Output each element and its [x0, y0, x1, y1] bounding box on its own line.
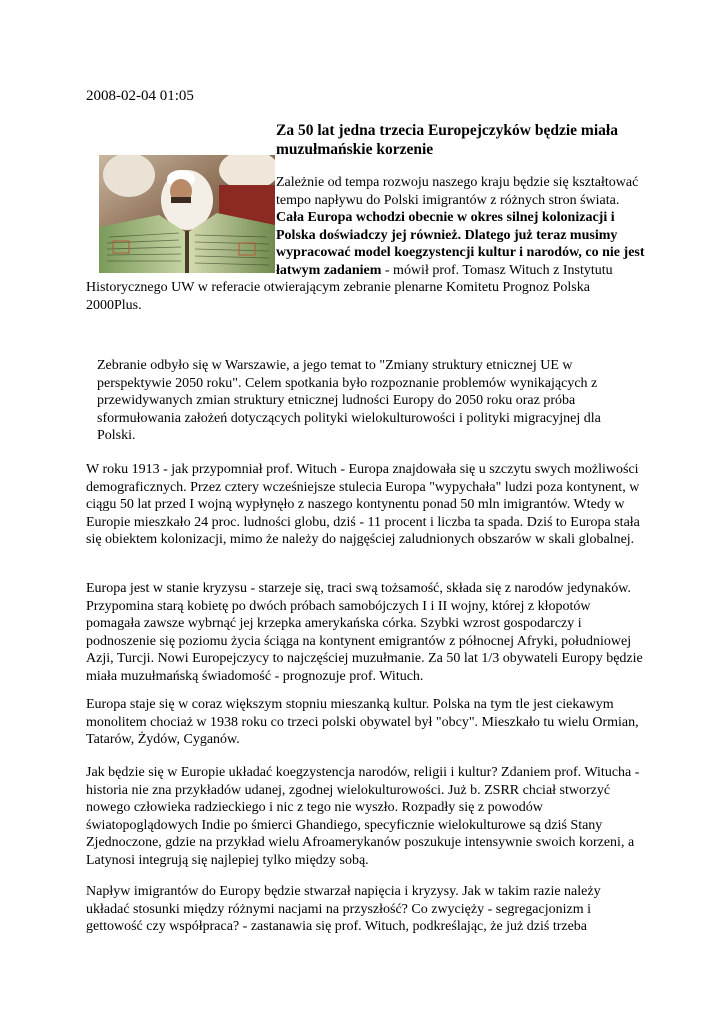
article-title: Za 50 lat jedna trzecia Europejczyków będzie miała muzułmańskie korzenie — [276, 122, 618, 158]
body-paragraph: Europa jest w stanie kryzysu - starzeje się, traci swą tożsamość, składa się z narodów jedynaków. Przypomina starą kobietę po dwóch próbach samobójczych I i II wojny, której z kłopotów pomagała zawsze wybrnąć jej krzepka amerykańska córka. Szybki wzrost gospodarczy i podnoszenie się poziomu życia ściąga na kontynent emigrantów z północnej Afryki, południowej Azji, Turcji. Nowi Europejczycy to najczęściej muzułmanie. Za 50 lat 1/3 obywateli Europy będzie miała muzułmańską świadomość - prognozuje prof. Wituch. — [86, 581, 643, 684]
lead-intro-text: Zależnie od tempa rozwoju naszego kraju będzie się kształtować tempo napływu do Polski imigrantów z różnych stron świata. — [276, 175, 639, 208]
body-paragraph: Napływ imigrantów do Europy będzie stwarzał napięcia i kryzysy. Jak w takim razie należy układać stosunki między różnymi nacjami na przyszłość? Co zwycięży - segregacjonizm i gettowość czy współpraca? - zastanawia się prof. Wituch, podkreślając, że już dziś trzeba — [86, 884, 601, 934]
body-paragraph: W roku 1913 - jak przypomniał prof. Wituch - Europa znajdowała się u szczytu swych możliwości demograficznych. Przez cztery wcześniejsze stulecia Europa "wypychała" ludzi poza kontynent, w ciągu 50 lat przed I wojną wypłynęło z naszego kontynentu ponad 50 mln imigrantów. Wtedy w Europie mieszkało 24 proc. ludności globu, dziś - 11 procent i liczba ta spada. Dziś to Europa stała się obiektem kolonizacji, mimo że należy do najgęściej zaludnionych obszarów w skali globalnej. — [86, 462, 640, 547]
body-paragraph: Europa staje się w coraz większym stopniu mieszanką kultur. Polska na tym tle jest ciekawym monolitem chociaż w 1938 roku co trzeci polski obywatel był "obcy". Mieszkało tu wielu Ormian, Tatarów, Żydów, Cyganów. — [86, 697, 639, 747]
lead-paragraph — [86, 174, 646, 314]
body-paragraph: Jak będzie się w Europie układać koegzystencja narodów, religii i kultur? Zdaniem prof. Witucha - historia nie zna przykładów udanej, zgodnej wielokulturowości. Już b. ZSRR chciał stworzyć nowego człowieka radzieckiego i nic z tego nie wyszło. Rozpadły się z powodów światopoglądowych Indie po śmierci Ghandiego, specyficznie wielokulturowe są dziś Stany Zjednoczone, gdzie na przykład wielu Afroamerykanów poszukuje intensywnie swoich korzeni, a Latynosi integrują się najlepiej tylko między sobą. — [86, 765, 640, 868]
indented-paragraph: Zebranie odbyło się w Warszawie, a jego temat to "Zmiany struktury etnicznej UE w perspektywie 2050 roku". Celem spotkania było rozpoznanie problemów wynikających z przewidywanych zmian struktury etnicznej ludności Europy do 2050 roku oraz próba sformułowania założeń dotyczących polityki wielokulturowości i polityki migracyjnej dla Polski. — [97, 358, 601, 443]
photo-text-wrap-spacer — [86, 174, 276, 275]
lead-bold-quote: Cała Europa wchodzi obecnie w okres silnej kolonizacji i Polska doświadczy jej również. Dlatego już teraz musimy wypracować model koegzystencji kultur i narodów, co nie jest łatwym zadaniem — [276, 210, 645, 278]
lead-rest-text: - mówił prof. Tomasz Wituch z Instytutu Historycznego UW w referacie otwierającym zebranie plenarne Komitetu Prognoz Polska 2000Plus. — [86, 262, 613, 313]
article-timestamp: 2008-02-04 01:05 — [86, 88, 194, 104]
